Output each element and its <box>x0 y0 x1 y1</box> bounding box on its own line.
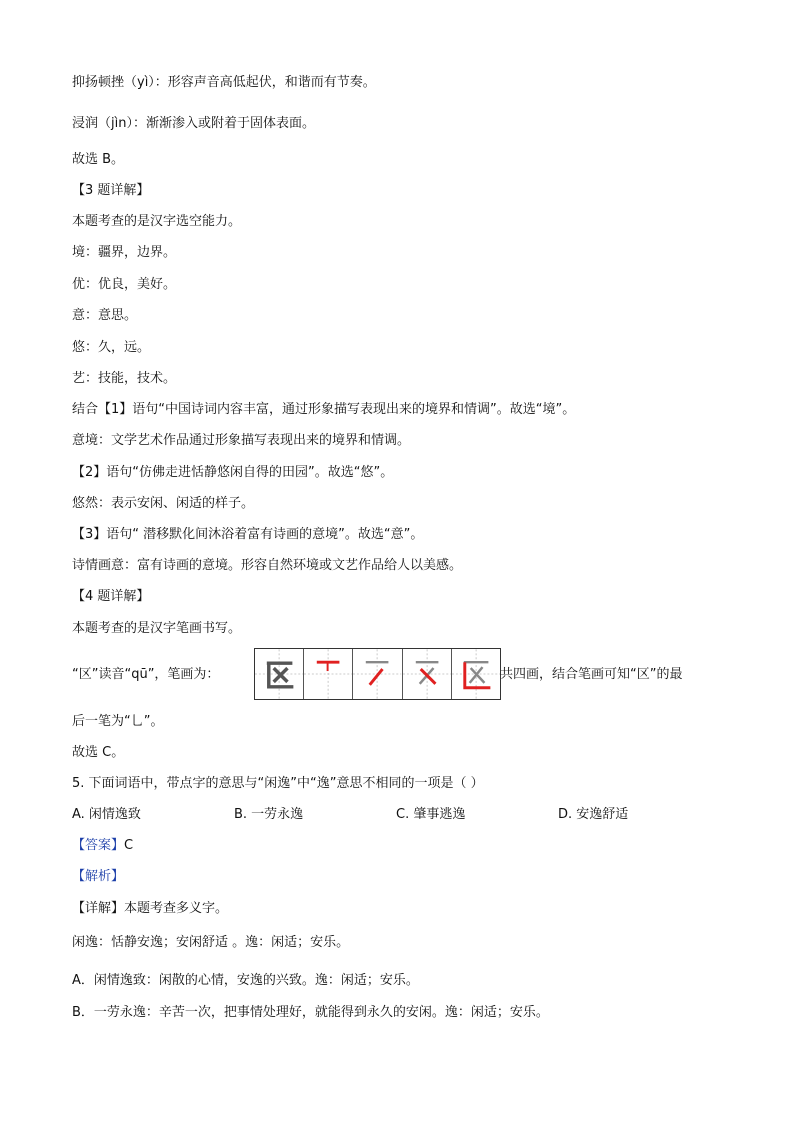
text-line: 意境：文学艺术作品通过形象描写表现出来的境界和情调。 <box>72 433 411 448</box>
section-heading: 【4 题详解】 <box>72 589 150 604</box>
text-line: 悠：久，远。 <box>72 340 151 355</box>
option-a: A. 闲情逸致 <box>72 807 141 822</box>
answer-line <box>72 837 133 855</box>
stroke-cell-1 <box>304 649 353 699</box>
text-line: 共四画，结合笔画可知“区”的最 <box>500 667 683 682</box>
text-line: 抑扬顿挫（yì）：形容声音高低起伏，和谐而有节奏。 <box>72 75 376 90</box>
stroke-order-image <box>254 648 501 700</box>
option-c: C. 肇事逃逸 <box>396 807 466 822</box>
text-line: 后一笔为“乚”。 <box>72 714 164 729</box>
question-5: 5. 下面词语中，带点字的意思与“闲逸”中“逸”意思不相同的一项是（ ） <box>72 776 484 791</box>
text-line: 优：优良，美好。 <box>72 277 177 292</box>
stroke-cell-2 <box>353 649 402 699</box>
text-line: 故选 C。 <box>72 745 125 760</box>
text-line: 【详解】本题考查多义字。 <box>72 901 229 916</box>
text-line: 浸润（jìn）：渐渐渗入或附着于固体表面。 <box>72 116 315 131</box>
answer-label: 【答案】 <box>72 838 125 853</box>
text-line: B．一劳永逸：辛苦一次，把事情处理好，就能得到永久的安闲。逸：闲适；安乐。 <box>72 1005 549 1020</box>
text-line: “区”读音“qū”，笔画为： <box>72 667 220 682</box>
text-line: 境：疆界，边界。 <box>72 245 177 260</box>
text-line: 意：意思。 <box>72 308 138 323</box>
text-line: 结合【1】语句“中国诗词内容丰富，通过形象描写表现出来的境界和情调”。故选“境”。 <box>72 402 576 417</box>
text-line: A．闲情逸致：闲散的心情，安逸的兴致。逸：闲适；安乐。 <box>72 973 419 988</box>
stroke-cell-full <box>255 649 304 699</box>
text-line: 本题考查的是汉字笔画书写。 <box>72 621 242 636</box>
text-line: 【3】语句“ 潜移默化间沐浴着富有诗画的意境”。故选“意”。 <box>72 527 424 542</box>
option-b: B. 一劳永逸 <box>234 807 304 822</box>
text-line: 【2】语句“仿佛走进恬静悠闲自得的田园”。故选“悠”。 <box>72 465 394 480</box>
text-line: 悠然：表示安闲、闲适的样子。 <box>72 496 255 511</box>
text-line: 故选 B。 <box>72 152 125 167</box>
stroke-cell-3 <box>403 649 452 699</box>
text-line: 本题考查的是汉字选空能力。 <box>72 214 242 229</box>
stroke-cell-4 <box>452 649 500 699</box>
answer-value: C <box>124 838 134 853</box>
text-line: 诗情画意：富有诗画的意境。形容自然环境或文艺作品给人以美感。 <box>72 558 463 573</box>
text-line: 闲逸：恬静安逸；安闲舒适 。逸：闲适；安乐。 <box>72 935 350 950</box>
analysis-label: 【解析】 <box>72 869 125 884</box>
text-line: 艺：技能，技术。 <box>72 371 177 386</box>
option-d: D. 安逸舒适 <box>558 807 629 822</box>
section-heading: 【3 题详解】 <box>72 183 150 198</box>
